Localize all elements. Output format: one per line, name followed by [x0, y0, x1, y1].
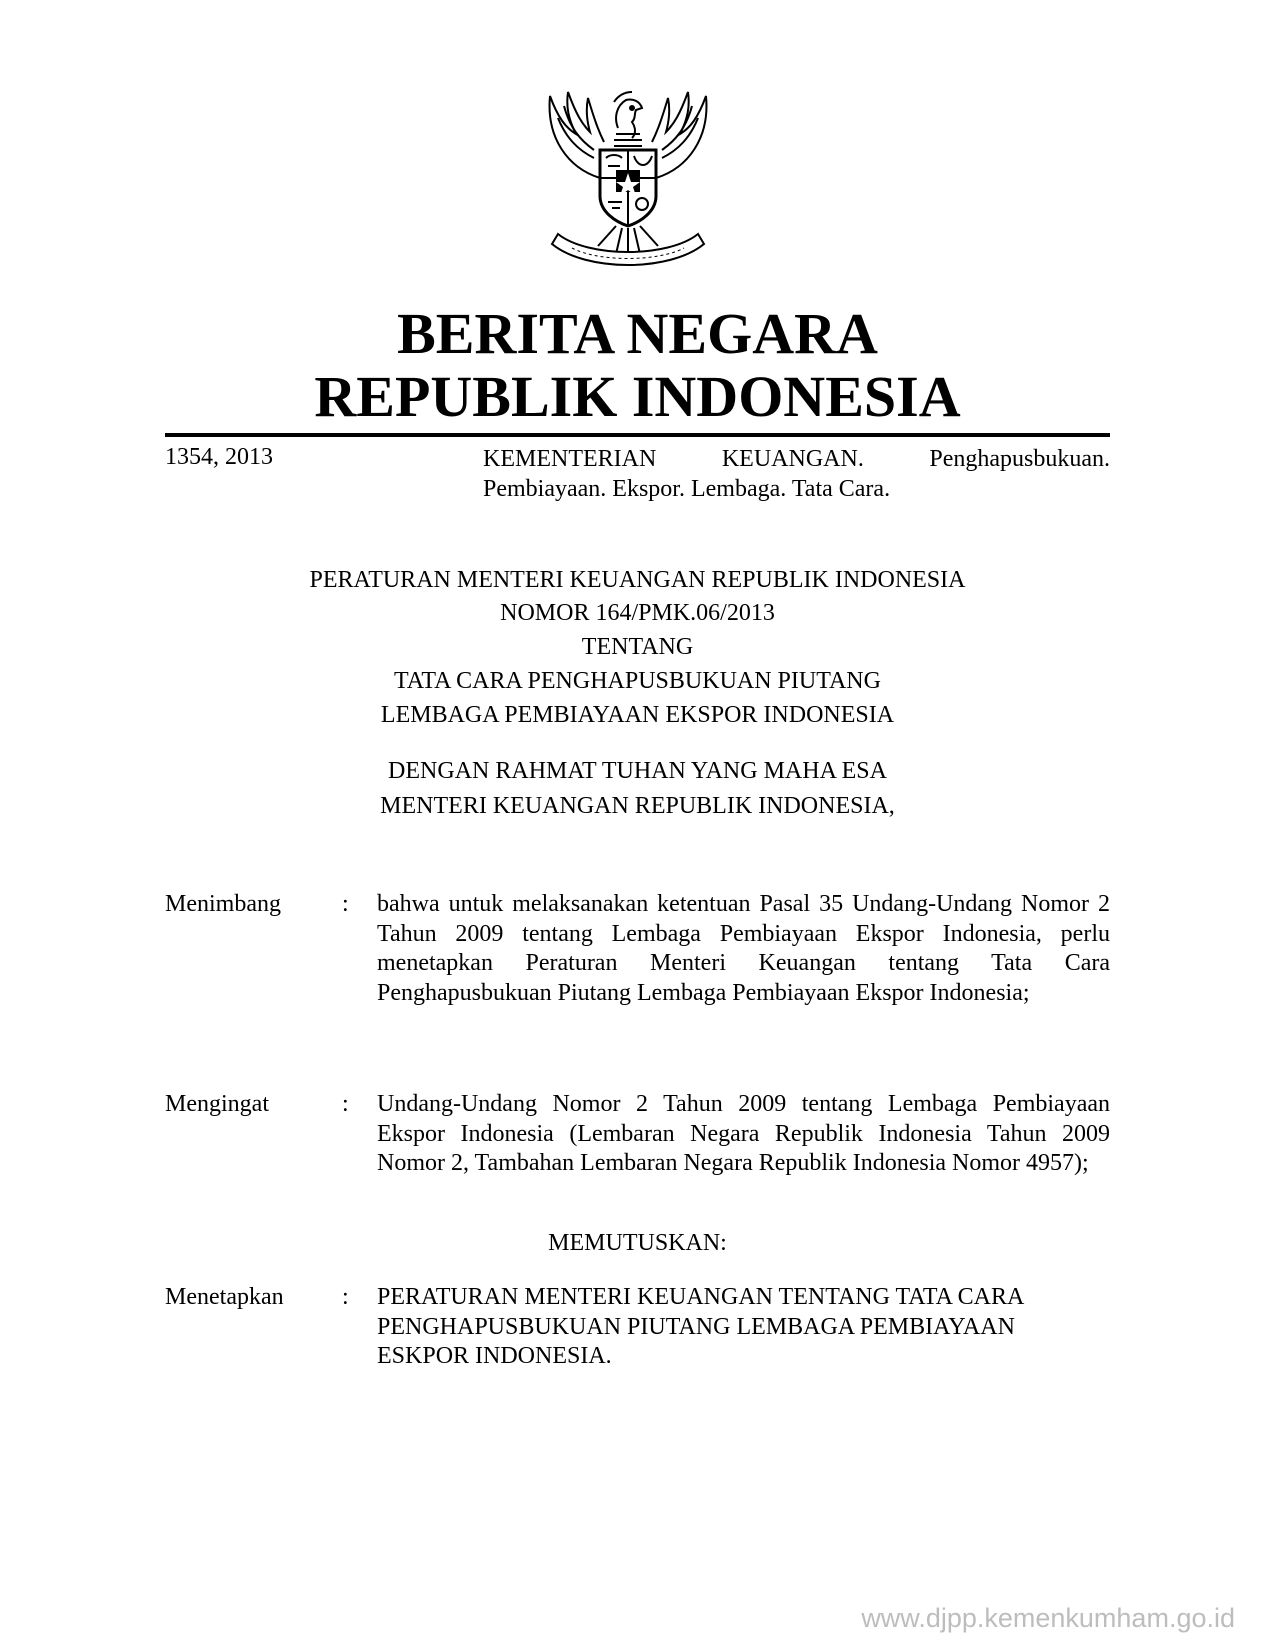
regulation-number: NOMOR 164/PMK.06/2013 [500, 600, 775, 626]
edition-number: 1354, 2013 [165, 444, 273, 470]
regulation-authority: MENTERI KEUANGAN REPUBLIK INDONESIA, [380, 793, 895, 819]
clause-text-line3: ESKPOR INDONESIA. [377, 1343, 612, 1369]
clause-label: Mengingat [165, 1091, 269, 1117]
clause-colon: : [342, 1091, 349, 1117]
footer-url-watermark: www.djpp.kemenkumham.go.id [861, 1603, 1235, 1633]
regulation-about: TENTANG [581, 634, 694, 660]
topic-line2: Pembiayaan. Ekspor. Lembaga. Tata Cara. [483, 476, 891, 502]
garuda-emblem-icon [528, 78, 728, 278]
decision-heading: MEMUTUSKAN: [548, 1230, 727, 1256]
clause-text-line1: PERATURAN MENTERI KEUANGAN TENTANG TATA CARA [377, 1284, 1025, 1310]
clause-label: Menimbang [165, 891, 281, 917]
regulation-subject-line2: LEMBAGA PEMBIAYAAN EKSPOR INDONESIA [380, 702, 895, 728]
topic-line1: KEMENTERIAN KEUANGAN. Penghapusbukuan. [483, 446, 1110, 472]
masthead-divider [165, 433, 1110, 437]
clause-text-line2: PENGHAPUSBUKUAN PIUTANG LEMBAGA PEMBIAYAAN [377, 1313, 1015, 1340]
masthead-title-line2: REPUBLIK INDONESIA [314, 364, 961, 429]
regulation-invocation: DENGAN RAHMAT TUHAN YANG MAHA ESA [388, 758, 887, 784]
clause-colon: : [342, 1284, 349, 1310]
regulation-subject-line1: TATA CARA PENGHAPUSBUKUAN PIUTANG [394, 668, 881, 694]
clause-text: bahwa untuk melaksanakan ketentuan Pasal 35 Undang-Undang Nomor 2 Tahun 2009 tentang Lembaga Pembiayaan Ekspor Indonesia, perlu menetapkan Peraturan Menteri Keuangan tentang Tata Cara Penghapusbukuan Piutang Lembaga Pembiayaan Ekspor Indonesia; [377, 891, 1110, 1006]
masthead-title-line1: BERITA NEGARA [397, 301, 878, 366]
regulation-title: PERATURAN MENTERI KEUANGAN REPUBLIK INDONESIA [309, 567, 966, 593]
clause-text: Undang-Undang Nomor 2 Tahun 2009 tentang Lembaga Pembiayaan Ekspor Indonesia (Lembaran Negara Republik Indonesia Tahun 2009 Nomor 2, Tambahan Lembaran Negara Republik Indonesia Nomor 4957); [377, 1091, 1110, 1176]
clause-label: Menetapkan [165, 1284, 284, 1310]
clause-colon: : [342, 891, 349, 917]
clause-text [377, 1283, 1110, 1372]
